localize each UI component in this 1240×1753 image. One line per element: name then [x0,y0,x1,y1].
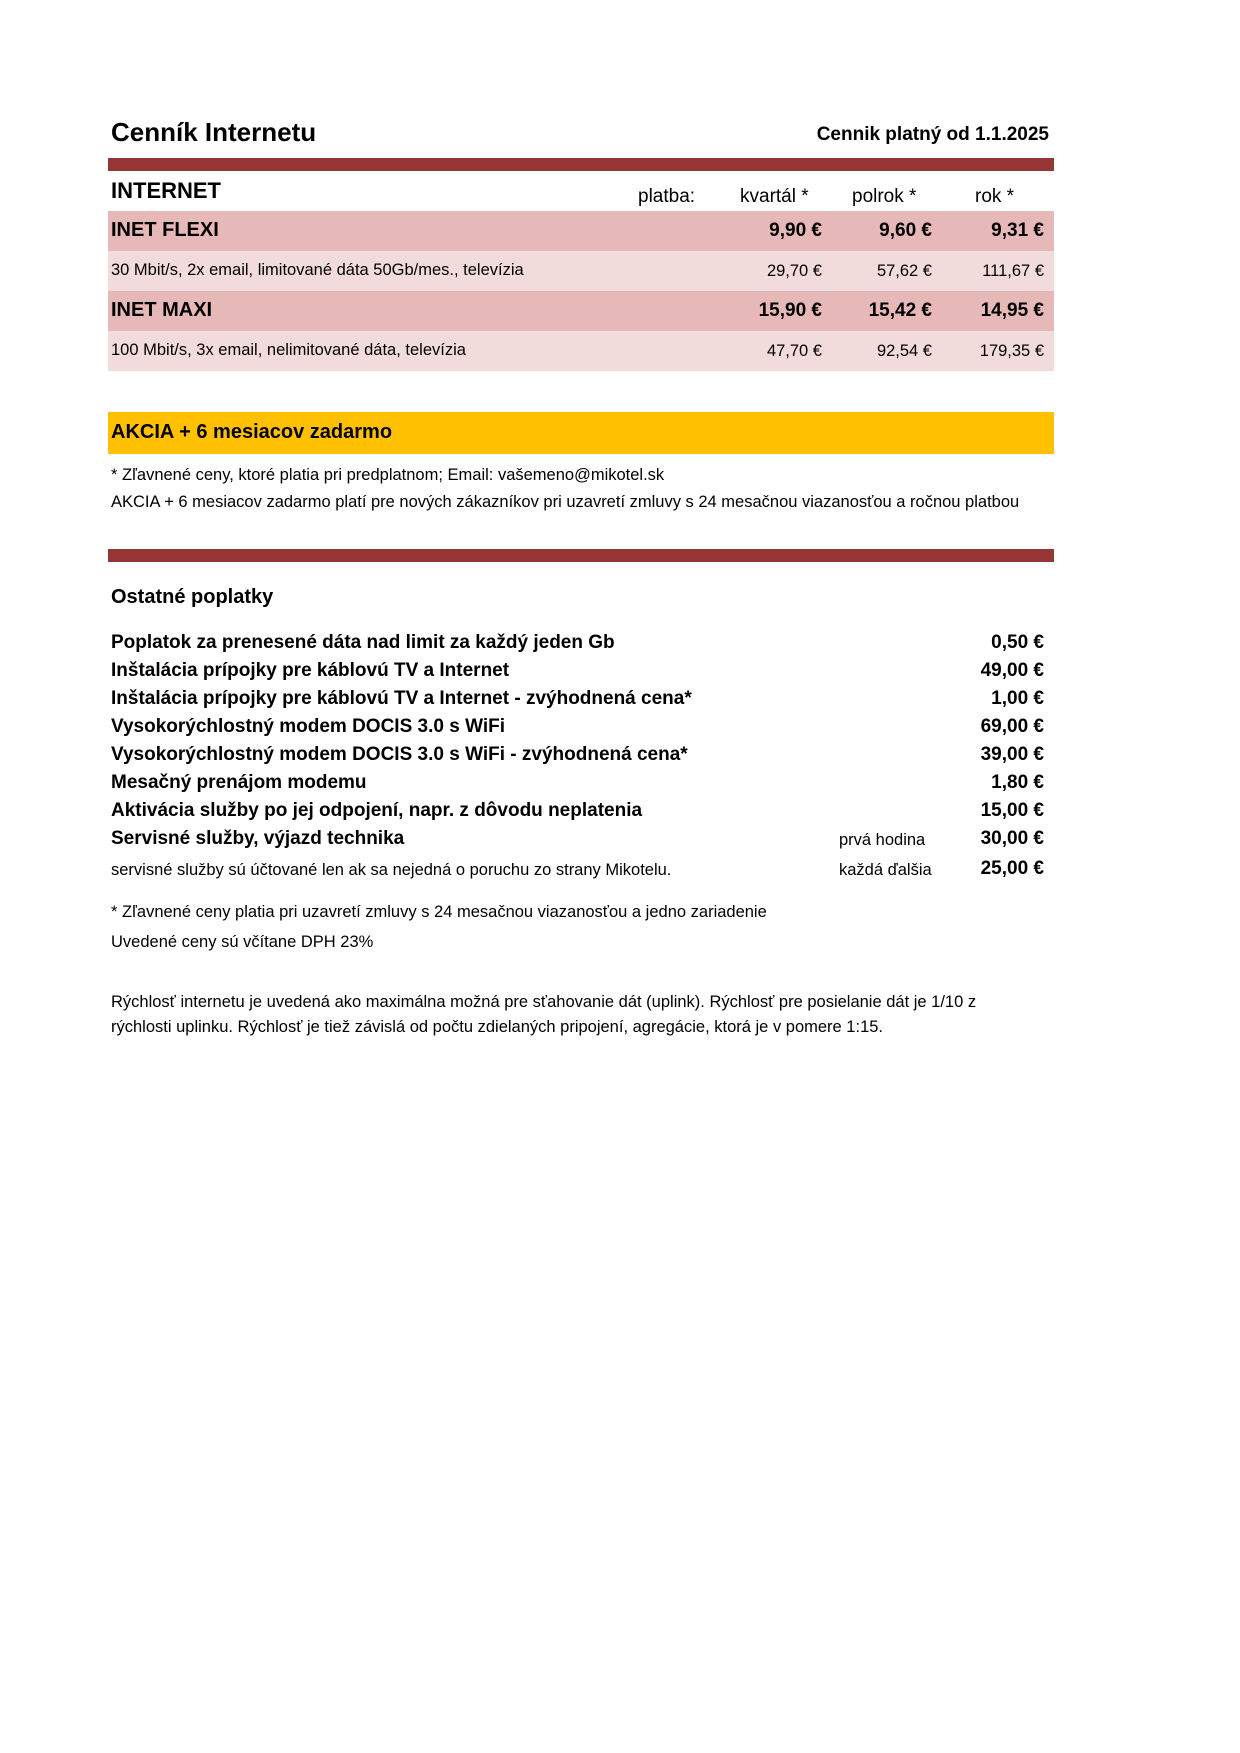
fee-name: Inštalácia prípojky pre káblovú TV a Internet [111,660,510,681]
fee-row [108,660,1054,688]
price-kvartal-total: 29,70 € [766,262,822,280]
fee-price: 49,00 € [980,660,1044,681]
column-rok: rok * [975,186,1015,207]
fee-row [108,858,1054,886]
column-kvartal: kvartál * [740,186,809,207]
fee-price: 0,50 € [991,632,1044,653]
fee-name: Vysokorýchlostný modem DOCIS 3.0 s WiFi - zvýhodnená cena* [111,744,688,765]
speed-note: Rýchlosť internetu je uvedená ako maximálna možná pre sťahovanie dát (uplink). Rýchlosť pre posielanie dát je 1/10 z rýchlosti uplinku. Rýchlosť je tiež závislá od počtu zdielaných pripojení, agregácie, ktorá je v pomere 1:15. [111,993,977,1036]
fees-section-title: Ostatné poplatky [111,586,274,608]
internet-section-label: INTERNET [111,178,221,203]
middle-divider-bar [108,549,1054,562]
fee-row [108,772,1054,800]
fee-name: Vysokorýchlostný modem DOCIS 3.0 s WiFi [111,716,506,737]
price-polrok-total: 92,54 € [876,342,932,360]
plan-description: 30 Mbit/s, 2x email, limitované dáta 50Gb/mes., televízia [111,261,524,279]
price-polrok-monthly: 15,42 € [868,300,932,321]
fee-price: 15,00 € [980,800,1044,821]
fee-name: Poplatok za prenesené dáta nad limit za každý jeden Gb [111,632,615,653]
plan-description: 100 Mbit/s, 3x email, nelimitované dáta, televízia [111,341,466,359]
fee-price: 30,00 € [980,828,1044,849]
plan-row-inet-flexi [108,211,1054,251]
fee-price: 1,00 € [991,688,1044,709]
fee-price: 25,00 € [980,858,1044,879]
promo-banner [108,412,1054,454]
price-rok-monthly: 14,95 € [980,300,1044,321]
plan-name: INET FLEXI [111,219,219,241]
fee-row [108,632,1054,660]
fee-name: Aktivácia služby po jej odpojení, napr. z dôvodu neplatenia [111,800,643,821]
price-rok-total: 179,35 € [979,342,1044,360]
fee-subtitle: každá ďalšia [839,861,932,879]
price-polrok-monthly: 9,60 € [879,220,932,241]
valid-from-label: Cennik platný od 1.1.2025 [816,124,1049,145]
plan-name: INET MAXI [111,299,213,321]
fee-row [108,716,1054,744]
fee-price: 39,00 € [980,744,1044,765]
fee-price: 69,00 € [980,716,1044,737]
column-polrok: polrok * [852,186,917,207]
fee-name: Inštalácia prípojky pre káblovú TV a Internet - zvýhodnená cena* [111,688,692,709]
header [108,115,1054,155]
fee-row [108,744,1054,772]
fees-note-vat: Uvedené ceny sú včítane DPH 23% [111,933,374,951]
price-kvartal-total: 47,70 € [766,342,822,360]
fee-name: Servisné služby, výjazd technika [111,828,405,849]
plan-detail-row-inet-maxi [108,331,1054,371]
fee-name: Mesačný prenájom modemu [111,772,367,793]
promo-note-discount: * Zľavnené ceny, ktoré platia pri predplatnom; Email: vašemeno@mikotel.sk [111,466,665,484]
fee-name: servisné služby sú účtované len ak sa nejedná o poruchu zo strany Mikotelu. [111,861,672,879]
price-kvartal-monthly: 9,90 € [769,220,822,241]
price-rok-monthly: 9,31 € [991,220,1044,241]
top-divider-bar [108,158,1054,171]
fee-price: 1,80 € [991,772,1044,793]
column-platba: platba: [638,186,696,207]
plan-detail-row-inet-flexi [108,251,1054,291]
promo-note-conditions: AKCIA + 6 mesiacov zadarmo platí pre nových zákazníkov pri uzavretí zmluvy s 24 mesačnou viazanosťou a ročnou platbou [111,493,1020,511]
price-kvartal-monthly: 15,90 € [758,300,822,321]
fee-subtitle: prvá hodina [839,831,926,849]
internet-table-header [108,176,1054,212]
fees-note-discount: * Zľavnené ceny platia pri uzavretí zmluvy s 24 mesačnou viazanosťou a jedno zariadenie [111,903,767,921]
price-rok-total: 111,67 € [982,262,1044,280]
fee-row [108,828,1054,856]
plan-row-inet-maxi [108,291,1054,331]
promo-label: AKCIA + 6 mesiacov zadarmo [111,421,393,443]
fee-row [108,688,1054,716]
price-polrok-total: 57,62 € [876,262,932,280]
page-title: Cenník Internetu [111,117,317,147]
fee-row [108,800,1054,828]
